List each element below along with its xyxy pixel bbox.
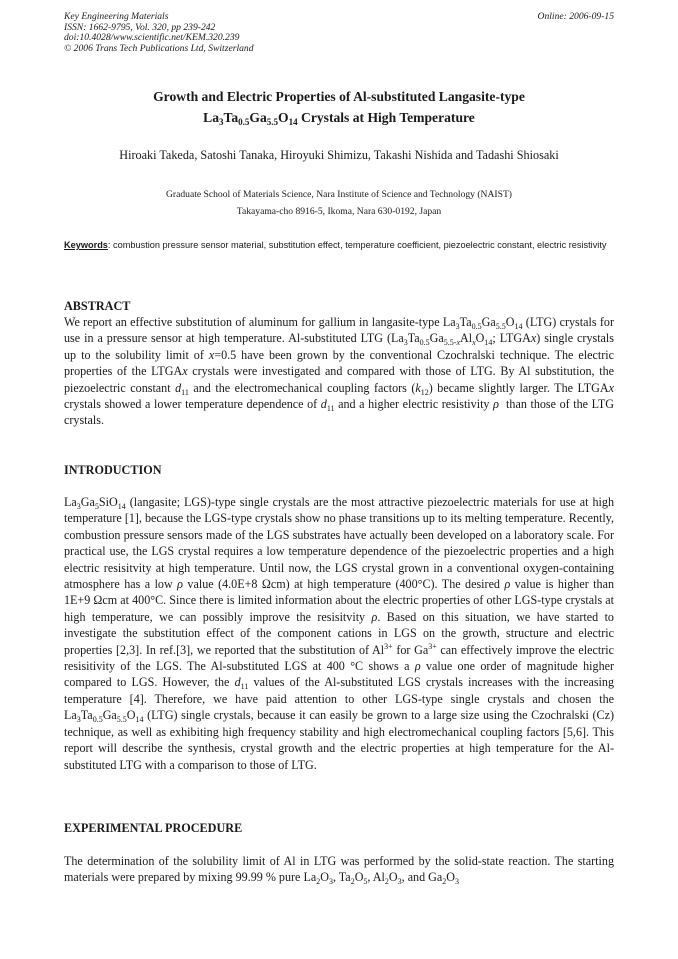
keywords-label: Keywords	[64, 240, 108, 250]
paper-title	[64, 86, 614, 128]
introduction-heading: INTRODUCTION	[64, 463, 162, 477]
abstract-heading: ABSTRACT	[64, 299, 131, 313]
affiliation-line-2: Takayama-cho 8916-5, Ikoma, Nara 630-0192, Japan	[236, 206, 442, 217]
introduction-body: $La_3Ga_5SiO_{14}$ (langasite; LGS)-type single crystals are the most attractive piezoelectric materials for use at high temperature [1], because the LGS-type crystals show no phase transitions up to its melting temperature. Recently, combustion pressure sensors made of the LGS substrates have actually been developed on a laboratory scale. For practical use, the LGS crystal requires a low temperature dependence of the piezoelectric properties and a high electric resisitvity at high temperature. Until now, the LGS crystal grown in a conventional oxygen-containing atmosphere has a low ρ value (4.0E+8 Ωcm) at high temperature (400°C). The desired ρ value is higher than 1E+9 Ωcm at 400°C. Since there is limited information about the electric properties of other LGS-type crystals at high temperature, we can possibly improve the resisitvity ρ. Based on this situation, we have started to investigate the substitution effect of the component cations in LGS on the growth, structure and electric properties [2,3]. In ref.[3], we reported that the substitution of $Al^{3+}$ for $Ga^{3+}$ can effectively improve the electric resisitivity of the LGS. The Al-substituted LGS at 400 °C shows a ρ value one order of magnitude higher compared to LGS. However, the $d_{11}$ values of the Al-substituted LGS crystals increases with the increasing temperature [4]. Therefore, we have paid attention to other LGS-type single crystals and chosen the $La_3Ta_{0.5}Ga_{5.5}O_{14}$ (LTG) single crystals, because it can easily be grown to a large size using the Czochralski (Cz) technique, as well as exhibiting high frequency stability and high electromechanical coupling factors [5,6]. This report will describe the synthesis, crystal growth and the electric properties at high temperature for the Al-substituted LTG with a comparison to those of LTG.	[64, 495, 615, 772]
doi-line: doi:10.4028/www.scientific.net/KEM.320.239	[64, 32, 240, 44]
experimental-body: The determination of the solubility limit of Al in LTG was performed by the solid-state reaction. The starting materials were prepared by mixing 99.99 % pure $La_2O_3$, $Ta_2O_5$, $Al_2O_3$, and $Ga_2O_3$	[64, 854, 614, 887]
keywords	[64, 239, 614, 253]
issn-line: ISSN: 1662-9795, Vol. 320, pp 239-242	[64, 21, 216, 33]
title-line-2: $La_3Ta_{0.5}Ga_{5.5}O_{14}$ Crystals at High Temperature	[203, 110, 475, 127]
experimental-heading: EXPERIMENTAL PROCEDURE	[64, 821, 243, 835]
keywords-text: : combustion pressure sensor material, substitution effect, temperature coefficient, piezoelectric constant, electric resistivity	[107, 240, 607, 250]
author-list: Hiroaki Takeda, Satoshi Tanaka, Hiroyuki Shimizu, Takashi Nishida and Tadashi Shiosaki	[119, 148, 559, 162]
copyright-line: © 2006 Trans Tech Publications Ltd, Switzerland	[64, 42, 254, 54]
online-date: Online: 2006-09-15	[537, 11, 614, 22]
title-line-1: Growth and Electric Properties of Al-substituted Langasite-type	[153, 89, 525, 104]
affiliation	[64, 186, 614, 220]
affiliation-line-1: Graduate School of Materials Science, Nara Institute of Science and Technology (NAIST)	[165, 189, 512, 200]
abstract-body: We report an effective substitution of aluminum for gallium in langasite-type $La_3Ta_{0.5}Ga_{5.5}O_{14}$ (LTG) crystals for use in a pressure sensor at high temperature. Al-substituted LTG ($La_3Ta_{0.5}Ga_{5.5-x}Al_xO_{14}$; LTGAx) single crystals up to the solubility limit of x=0.5 have been grown by the conventional Czochralski technique. The electric properties of the LTGAx crystals were investigated and compared with those of LTG. By Al substitution, the piezoelectric constant $d_{11}$ and the electromechanical coupling factors $(k_{12})$ became slightly larger. The LTGAx crystals showed a lower temperature dependence of $d_{11}$ and a higher electric resistivity ρ than those of the LTG crystals.	[64, 315, 615, 428]
journal-name: Key Engineering Materials	[64, 11, 169, 22]
